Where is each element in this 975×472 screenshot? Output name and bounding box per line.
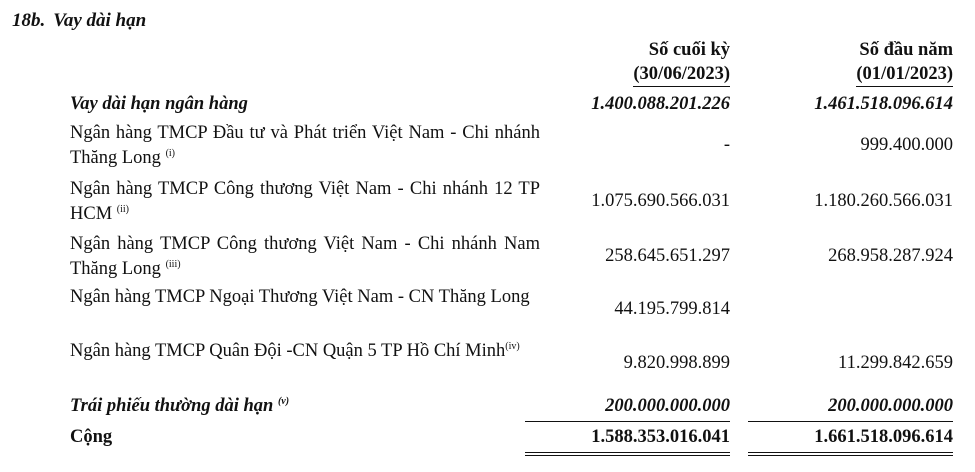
column-header-label: Số cuối kỳ [648, 40, 730, 60]
row-label: Ngân hàng TMCP Công thương Việt Nam - Chi nhánh 12 TP HCM [70, 179, 540, 224]
section-title [12, 10, 146, 32]
value-end-of-period: 9.820.998.899 [623, 353, 730, 373]
value-end-of-period: - [723, 135, 730, 155]
total-rule [525, 421, 730, 422]
total-double-rule [748, 455, 953, 456]
value-beginning-of-year: 1.461.518.096.614 [814, 94, 953, 114]
value-beginning-of-year: 1.180.260.566.031 [814, 191, 953, 211]
section-number: 18b. [12, 10, 46, 31]
value-beginning-of-year: 200.000.000.000 [828, 396, 953, 416]
column-header-date: (30/06/2023) [633, 62, 730, 87]
value-beginning-of-year: 268.958.287.924 [828, 246, 953, 266]
value-beginning-of-year: 11.299.842.659 [838, 353, 953, 373]
column-header-date: (01/01/2023) [856, 62, 953, 87]
column-header-end-of-period [530, 38, 730, 87]
footnote-marker: (iv) [505, 341, 520, 352]
total-double-rule [525, 455, 730, 456]
value-beginning-of-year: 999.400.000 [860, 135, 953, 155]
row-label: Ngân hàng TMCP Đầu tư và Phát triển Việt Nam - Chi nhánh Thăng Long [70, 123, 540, 168]
footnote-marker: (i) [165, 148, 176, 159]
row-label: Ngân hàng TMCP Ngoại Thương Việt Nam - CN Thăng Long [70, 287, 530, 307]
row-label: Ngân hàng TMCP Công thương Việt Nam - Chi nhánh Nam Thăng Long [70, 234, 540, 279]
total-double-rule [748, 452, 953, 453]
value-end-of-period: 1.588.353.016.041 [591, 427, 730, 447]
value-beginning-of-year: 1.661.518.096.614 [814, 427, 953, 447]
row-label: Ngân hàng TMCP Quân Đội -CN Quận 5 TP Hồ Chí Minh [70, 341, 506, 361]
row-label-wrap [70, 339, 540, 364]
row-label: Cộng [70, 427, 113, 447]
footnote-marker: (v) [277, 396, 290, 407]
section-title-text: Vay dài hạn [53, 10, 147, 31]
row-label-wrap [70, 232, 540, 282]
row-label-wrap [70, 121, 540, 171]
value-end-of-period: 1.400.088.201.226 [591, 94, 730, 114]
row-label-wrap [70, 394, 540, 419]
value-end-of-period: 200.000.000.000 [605, 396, 730, 416]
value-end-of-period: 1.075.690.566.031 [591, 191, 730, 211]
row-label: Trái phiếu thường dài hạn [70, 396, 274, 416]
footnote-marker: (iii) [165, 259, 181, 270]
footnote-marker: (ii) [116, 204, 129, 215]
row-label-wrap [70, 177, 540, 227]
column-header-beginning-of-year [753, 38, 953, 87]
value-end-of-period: 44.195.799.814 [614, 299, 730, 319]
total-rule [748, 421, 953, 422]
total-double-rule [525, 452, 730, 453]
row-label: Vay dài hạn ngân hàng [70, 94, 248, 114]
column-header-label: Số đầu năm [859, 40, 953, 60]
value-end-of-period: 258.645.651.297 [605, 246, 730, 266]
